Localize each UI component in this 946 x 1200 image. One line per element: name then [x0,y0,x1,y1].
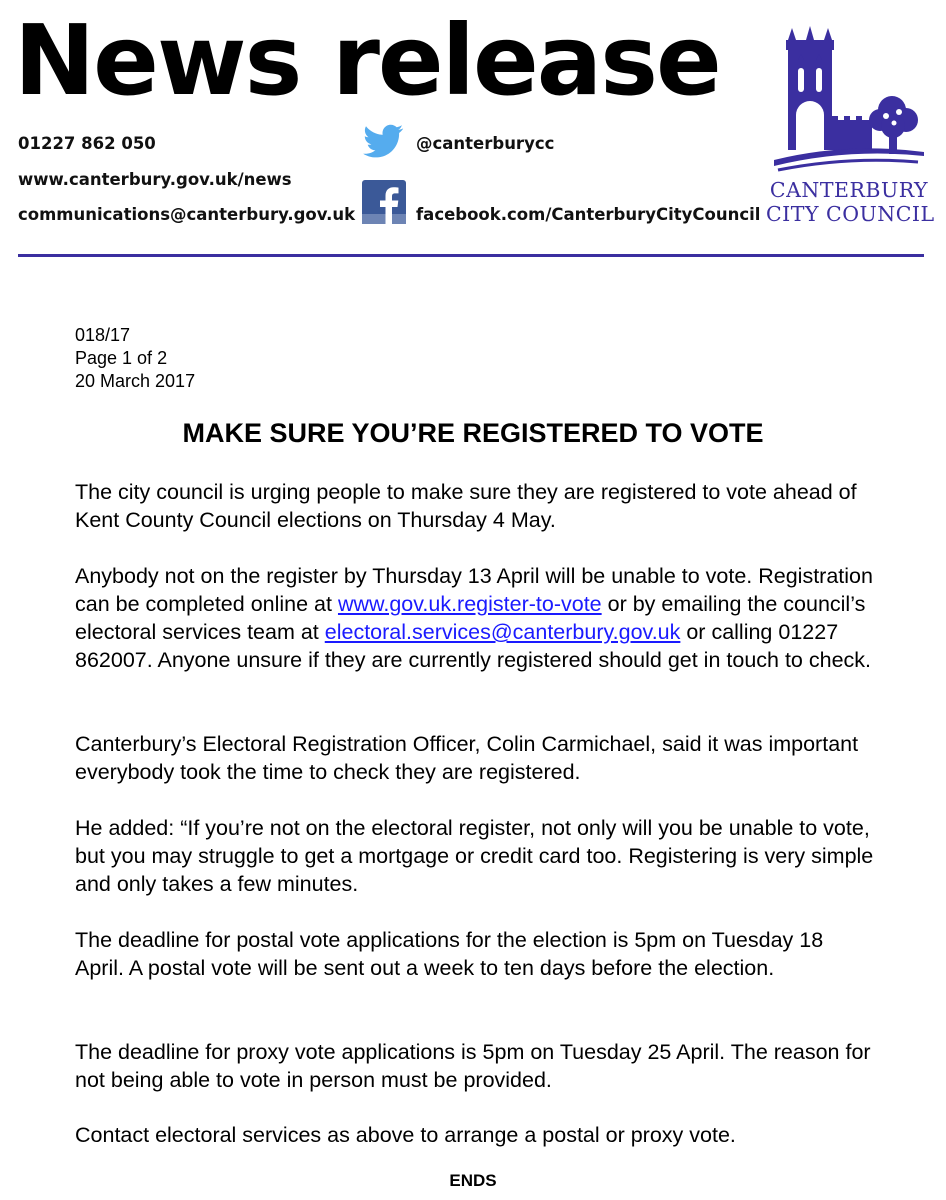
header-divider [18,254,924,257]
twitter-handle[interactable]: @canterburycc [416,134,555,153]
paragraph: Canterbury’s Electoral Registration Officer, Colin Carmichael, said it was important everybody took the time to check they are registered. [75,732,859,784]
council-name-line1: CANTERBURY [769,178,929,202]
ends-marker: ENDS [449,1171,497,1190]
register-to-vote-link[interactable]: www.gov.uk.register-to-vote [337,592,602,616]
paragraph: The city council is urging people to make sure they are registered to vote ahead of Kent County Council elections on Thursday 4 May. [75,480,857,532]
page-title: News release [14,4,720,117]
council-name-line2: CITY COUNCIL [766,202,935,226]
paragraph: Contact electoral services as above to arrange a postal or proxy vote. [75,1123,736,1147]
release-date: 20 March 2017 [75,371,196,391]
release-reference: 018/17 [75,325,131,345]
paragraph-registration [75,562,875,674]
paragraph-text: Anybody not on the register by Thursday 13 April will be unable to vote. Registration can be completed online at [75,564,873,616]
phone-number: 01227 862 050 [18,134,156,153]
paragraph-quote: He added: “If you’re not on the electoral register, not only will you be unable to vote, but you may struggle to get a mortgage or credit card too. Registering is very simple and only takes a few minutes. [75,816,874,896]
electoral-services-email-link[interactable]: electoral.services@canterbury.gov.uk [324,620,681,644]
paragraph-text: or calling 01227 862007. Anyone unsure if they are currently registered should get in touch to check. [75,620,871,672]
page-number: Page 1 of 2 [75,348,168,368]
article-title: MAKE SURE YOU’RE REGISTERED TO VOTE [182,418,764,448]
facebook-page-link[interactable]: facebook.com/CanterburyCityCouncil [416,205,761,224]
paragraph: The deadline for postal vote applications for the election is 5pm on Tuesday 18 April. A postal vote will be sent out a week to ten days before the election. [75,928,824,980]
twitter-bird-icon[interactable] [362,124,406,160]
paragraph: The deadline for proxy vote applications is 5pm on Tuesday 25 April. The reason for not being able to vote in person must be provided. [75,1040,871,1092]
website-link[interactable]: www.canterbury.gov.uk/news [18,170,292,189]
email-link[interactable]: communications@canterbury.gov.uk [18,205,356,224]
facebook-f-icon[interactable] [362,180,406,224]
paragraph-text: or by emailing the council’s electoral services team at [75,592,866,644]
cathedral-tree-logo-icon [768,20,928,180]
